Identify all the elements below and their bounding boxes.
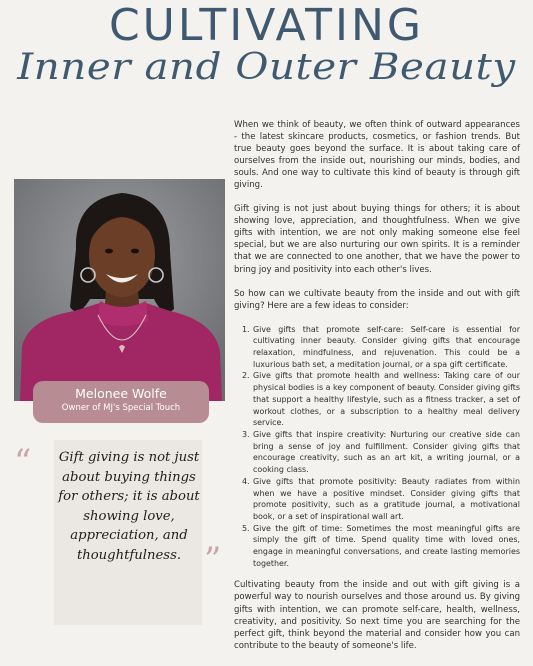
portrait-illustration xyxy=(14,179,225,401)
list-number: 4. xyxy=(242,476,250,486)
list-item xyxy=(242,523,520,570)
list-item xyxy=(242,476,520,523)
gift-ideas-list xyxy=(242,324,520,570)
profile-name-card xyxy=(33,381,209,423)
article-paragraph-1: When we think of beauty, we often think of outward appearances - the latest skincare products, cosmetics, or fashion trends. But true beauty goes beyond the surface. It is about taking care of ourselves from the inside out, nourishing our minds, bodies, and souls. And one way to cultivate this kind of beauty is through gift giving. xyxy=(234,120,520,191)
page-title: CULTIVATING xyxy=(108,0,425,51)
list-item-text: Give gifts that promote self-care: Self-care is essential for cultivating inner beauty. Consider giving gifts that encourage relaxation, mindfulness, and rejuvenation. This could be a luxurious bath set, a meditation journal, or a spa gift certificate. xyxy=(253,324,520,369)
profile-role: Owner of MJ's Special Touch xyxy=(61,403,181,413)
list-item-text: Give the gift of time: Sometimes the most meaningful gifts are simply the gift of time. Spend quality time with loved ones, engage in meaningful conversations, and create lasting memories together. xyxy=(253,523,520,568)
list-item-text: Give gifts that inspire creativity: Nurturing our creative side can bring a sense of joy and fulfillment. Consider giving gifts that encourage creativity, such as an art kit, a writing journal, or a cooking class. xyxy=(253,429,520,475)
pull-quote-text: Gift giving is not just about buying things for others; it is about showing love, appreciation, and thoughtfulness. xyxy=(58,450,200,563)
article-body xyxy=(234,119,520,664)
list-number: 3. xyxy=(242,429,250,439)
page-subtitle: Inner and Outer Beauty xyxy=(17,47,516,88)
portrait-photo xyxy=(14,179,225,401)
list-item xyxy=(242,324,520,371)
article-paragraph-2: Gift giving is not just about buying things for others; it is about showing love, appreciation, and thoughtfulness. When we give gifts with intention, we are not only making someone else feel special, but we are also nurturing our own spirits. It is a reminder that we are connected to one another, that we have the power to bring joy and positivity into each other's lives. xyxy=(234,204,520,275)
profile-name: Melonee Wolfe xyxy=(75,386,167,401)
close-quote-icon: ” xyxy=(204,540,222,580)
open-quote-icon: “ xyxy=(14,442,32,482)
list-item xyxy=(242,429,520,476)
article-paragraph-4: Cultivating beauty from the inside and out with gift giving is a powerful way to nourish ourselves and those around us. By giving gifts with intention, we can promote self-care, health, wellness, creativity, and positivity. So next time you are searching for the perfect gift, think beyond the material and consider how you can contribute to the beauty of someone's life. xyxy=(234,580,520,651)
list-number: 5. xyxy=(242,523,250,533)
article-paragraph-3: So how can we cultivate beauty from the inside and out with gift giving? Here are a few ideas to consider: xyxy=(234,288,520,311)
list-number: 1. xyxy=(242,324,250,334)
list-item xyxy=(242,370,520,429)
list-number: 2. xyxy=(242,371,250,381)
list-item-text: Give gifts that promote positivity: Beauty radiates from within when we have a positive mindset. Consider giving gifts that promote positivity, such as a gratitude journal, a motivational book, or a set of inspirational wall art. xyxy=(253,476,520,521)
list-item-text: Give gifts that promote health and wellness: Taking care of our physical bodies is a key component of beauty. Consider giving gifts that support a healthy lifestyle, such as a fitness tracker, a set of workout clothes, or a subscription to a healthy meal delivery service. xyxy=(253,371,520,428)
